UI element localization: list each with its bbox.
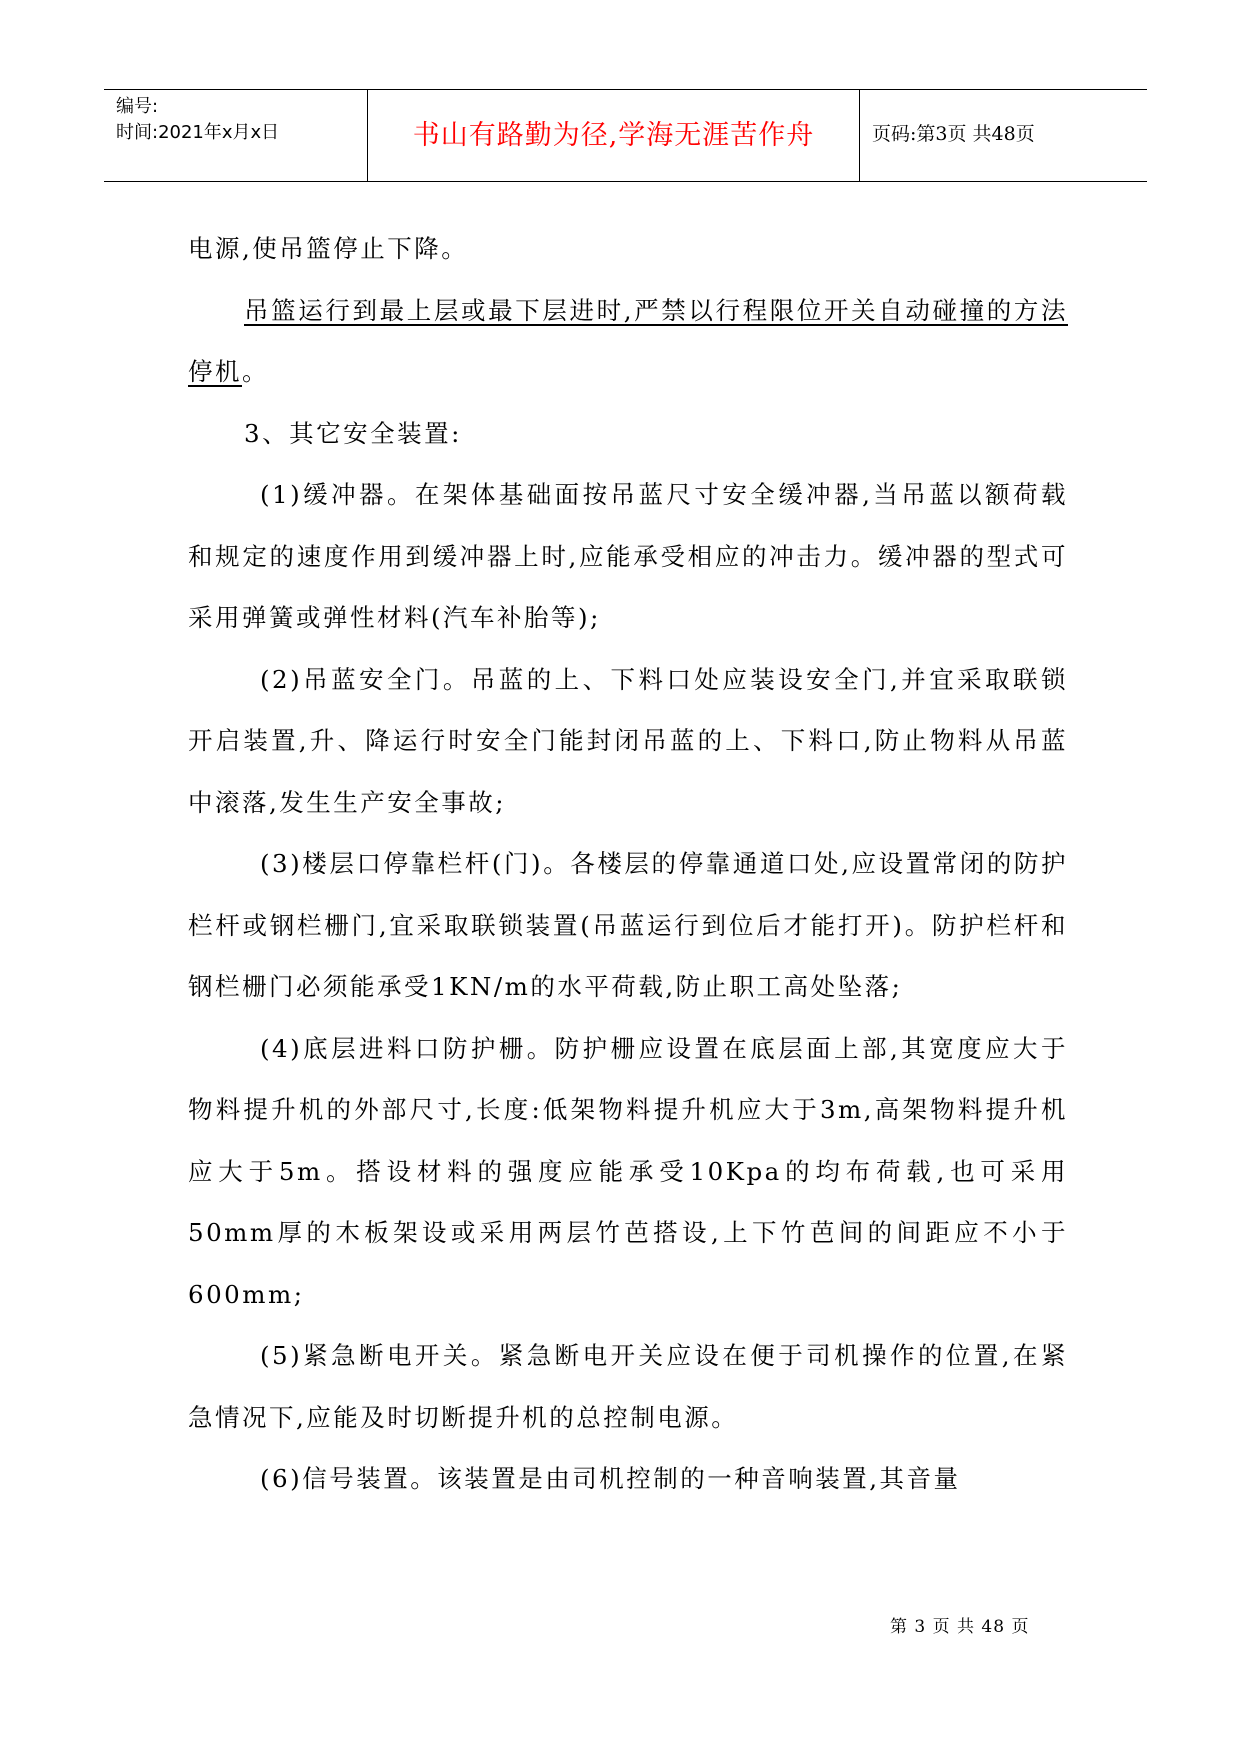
document-body (188, 218, 1068, 1510)
time-label: 时间:2021年x月x日 (116, 122, 280, 143)
page-footer: 第 3 页 共 48 页 (890, 1617, 1030, 1637)
paragraph-1: 电源,使吊篮停止下降。 (188, 234, 469, 263)
number-label: 编号: (116, 96, 159, 117)
paragraph-signal: (6)信号装置。该装置是由司机控制的一种音响装置,其音量 (260, 1464, 961, 1493)
paragraph-buffer: (1)缓冲器。在架体基础面按吊蓝尺寸安全缓冲器,当吊蓝以额荷载和规定的速度作用到缓冲器上时,应能承受相应的冲击力。缓冲器的型式可采用弹簧或弹性材料(汽车补胎等); (188, 480, 1068, 632)
paragraph-safety-door: (2)吊蓝安全门。吊蓝的上、下料口处应装设安全门,并宜采取联锁开启装置,升、降运行时安全门能封闭吊蓝的上、下料口,防止物料从吊蓝中滚落,发生生产安全事故; (188, 664, 1068, 817)
underlined-text: 吊篮运行到最上层或最下层进时,严禁以行程限位开关自动碰撞的方法停机 (188, 295, 1068, 386)
paragraph-2 (188, 280, 1068, 403)
paragraph-emergency-switch: (5)紧急断电开关。紧急断电开关应设在便于司机操作的位置,在紧急情况下,应能及时切断提升机的总控制电源。 (188, 1341, 1068, 1432)
section-heading: 3、其它安全装置: (244, 418, 462, 448)
paragraph-guard-fence: (4)底层进料口防护栅。防护栅应设置在底层面上部,其宽度应大于物料提升机的外部尺寸,长度:低架物料提升机应大于3m,高架物料提升机应大于5m。搭设材料的强度应能承受10Kpa的均布荷载,也可采用50mm厚的木板架设或采用两层竹芭搭设,上下竹芭间的间距应不小于600mm; (188, 1033, 1068, 1309)
header-motto: 书山有路勤为径,学海无涯苦作舟 (368, 90, 860, 181)
page-header (104, 89, 1147, 182)
paragraph-2-end: 。 (242, 357, 269, 386)
paragraph-railing: (3)楼层口停靠栏杆(门)。各楼层的停靠通道口处,应设置常闭的防护栏杆或钢栏栅门,宜采取联锁装置(吊蓝运行到位后才能打开)。防护栏杆和钢栏栅门必须能承受1KN/m的水平荷载,防止职工高处坠落; (188, 849, 1068, 1001)
header-page-info: 页码:第3页 共48页 (872, 123, 1035, 145)
header-meta (104, 90, 368, 181)
